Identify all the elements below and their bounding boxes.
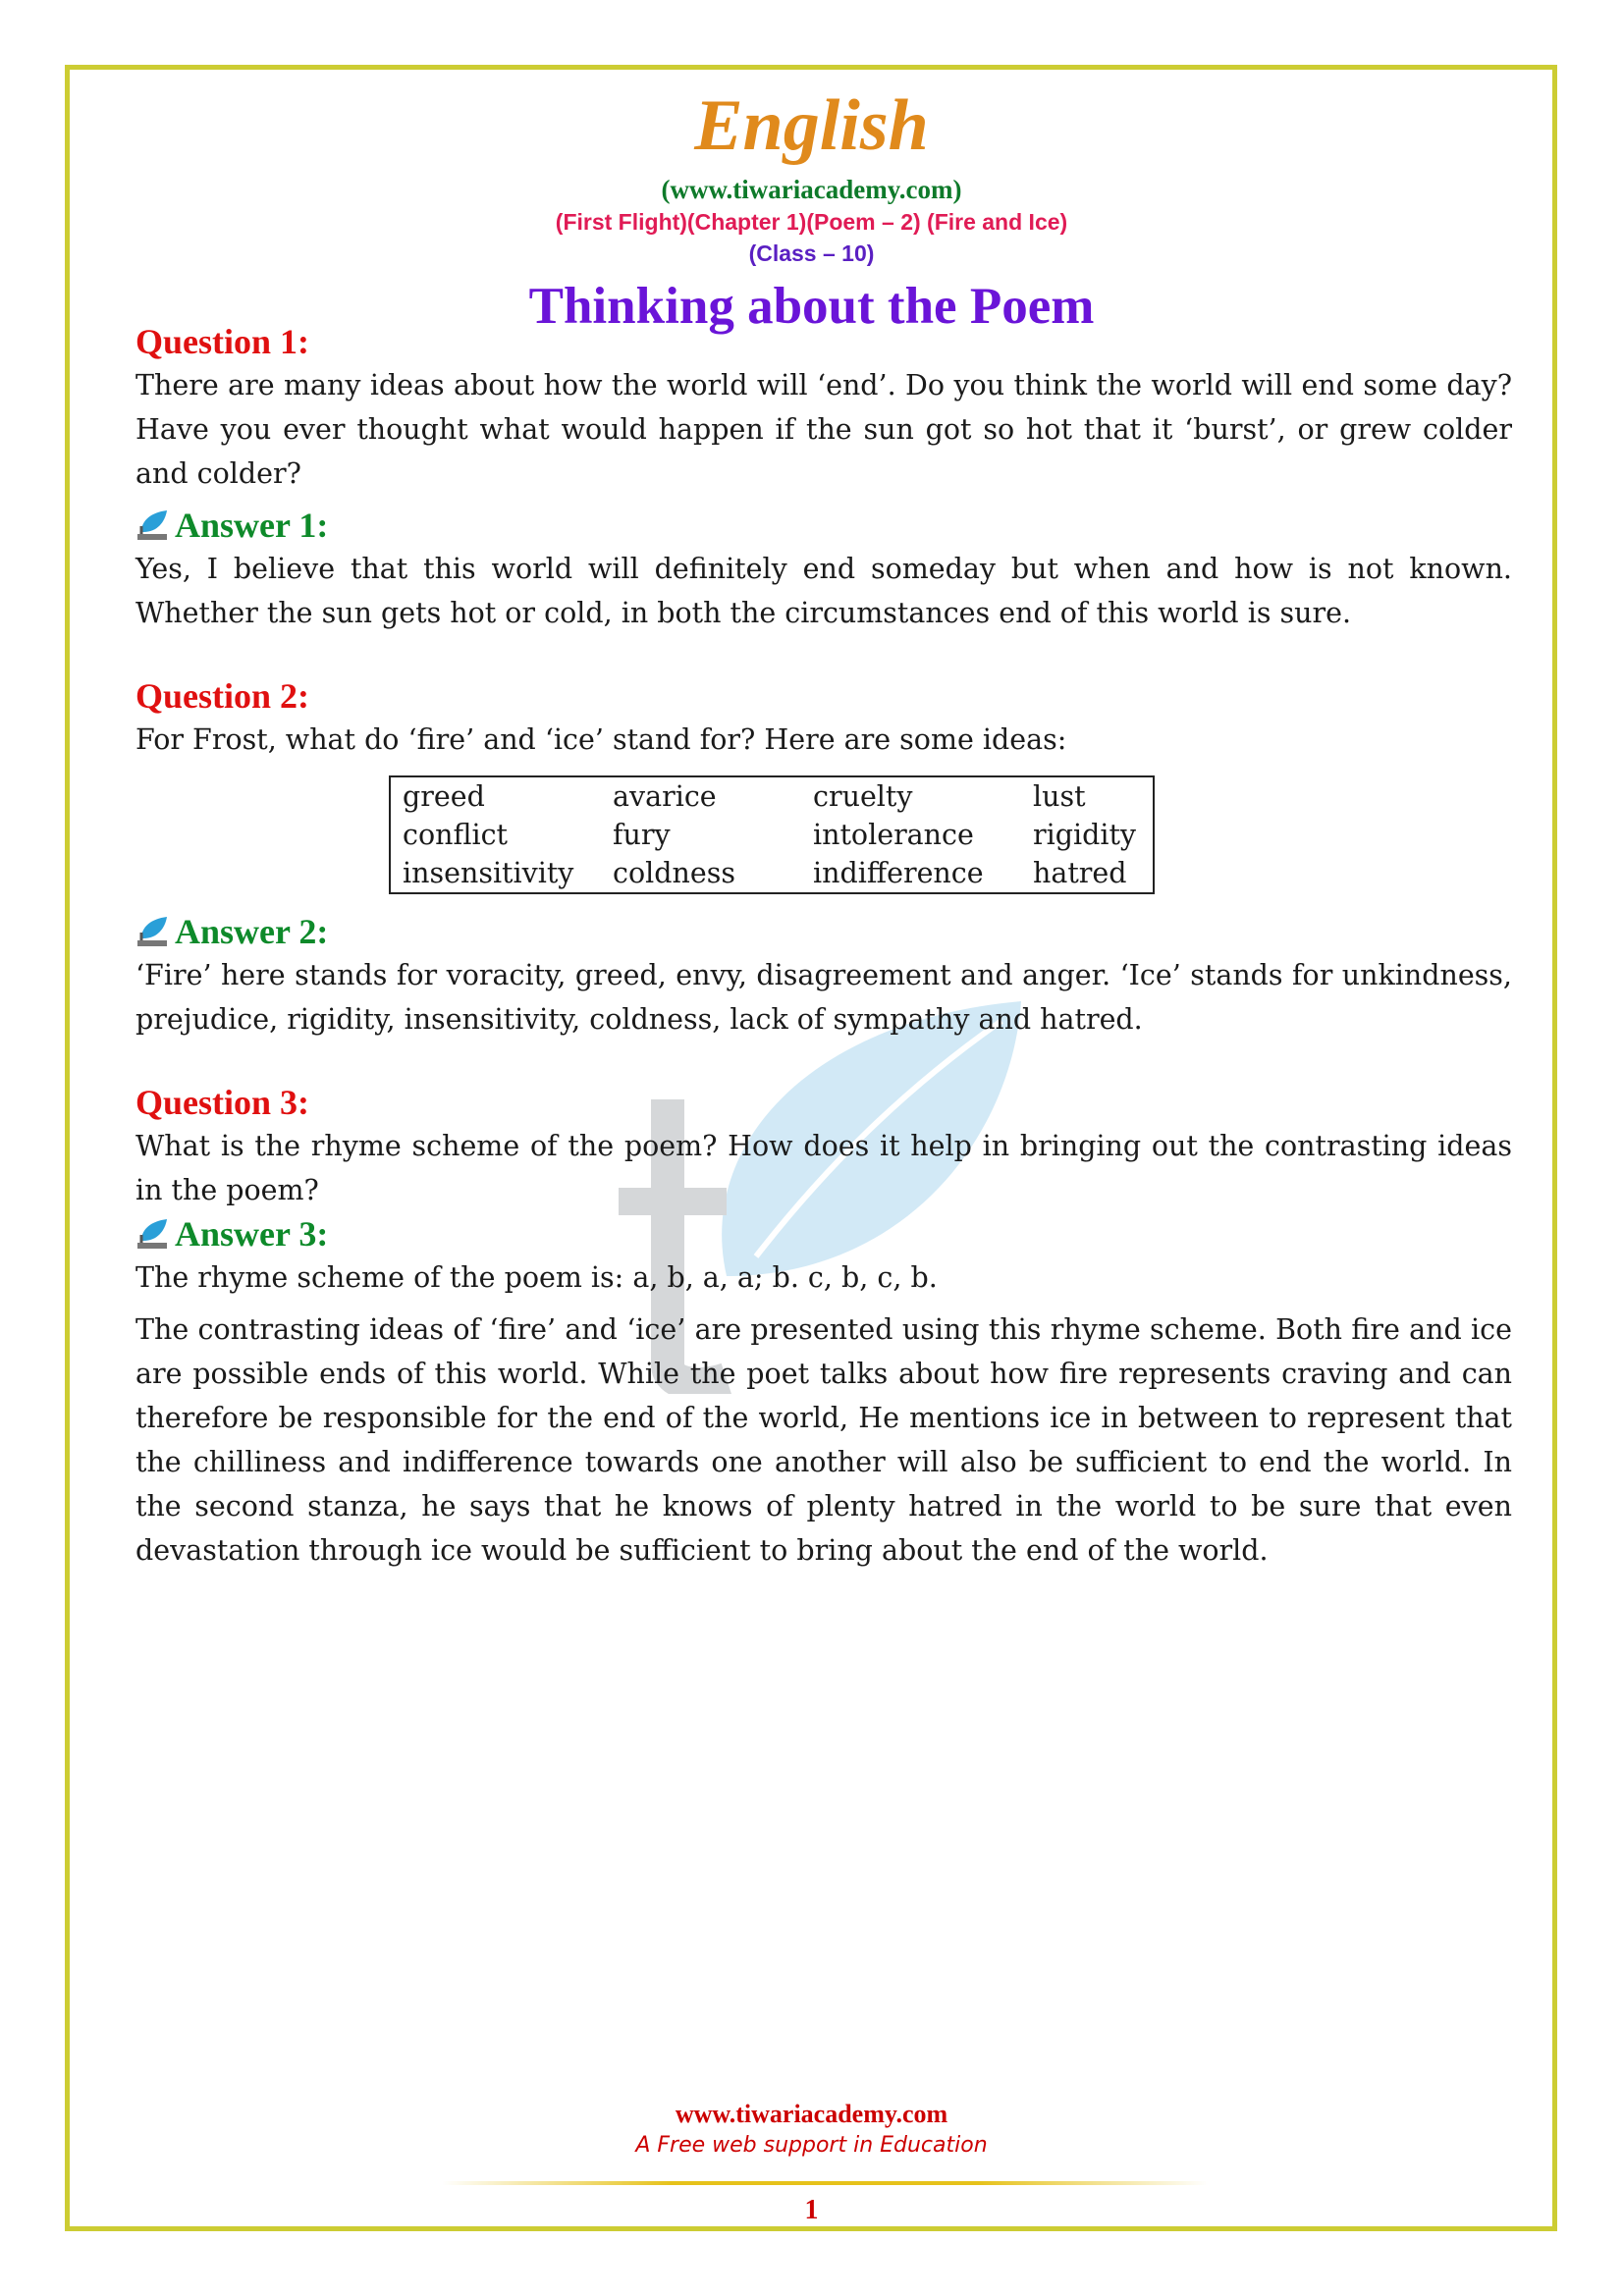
- table-row: [390, 776, 1154, 816]
- class-info: (Class – 10): [748, 240, 875, 266]
- book-info: (First Flight)(Chapter 1)(Poem – 2) (Fire and Ice): [555, 209, 1068, 235]
- page-footer: [0, 2098, 1623, 2161]
- footer-website-link[interactable]: www.tiwariacademy.com: [675, 2100, 948, 2128]
- question-3-text: What is the rhyme scheme of the poem? How does it help in bringing out the contrasting ideas in the poem?: [135, 1130, 1512, 1206]
- table-cell: greed: [403, 780, 485, 813]
- question-1-label: Question 1:: [135, 322, 310, 361]
- tiwari-logo-icon: [135, 1217, 169, 1251]
- footer-tagline: A Free web support in Education: [635, 2133, 988, 2158]
- question-1-text: There are many ideas about how the world will ‘end’. Do you think the world will end some day? Have you ever thought what would happen if the sun got so hot that it ‘burst’, or grew colder and colder?: [135, 369, 1512, 490]
- table-cell: lust: [1033, 780, 1086, 813]
- table-row: [390, 816, 1154, 854]
- question-2-label: Question 2:: [135, 676, 310, 716]
- section-heading: Thinking about the Poem: [528, 278, 1095, 335]
- page-number: 1: [804, 2195, 819, 2225]
- answer-2-heading: [135, 910, 1512, 953]
- table-cell: rigidity: [1033, 819, 1137, 851]
- page-header: [0, 82, 1623, 338]
- table-cell: cruelty: [813, 780, 913, 813]
- answer-1-heading: [135, 504, 1512, 547]
- subject-title: English: [694, 85, 929, 166]
- question-3-label: Question 3:: [135, 1083, 310, 1122]
- answer-3-text-1: The rhyme scheme of the poem is: a, b, a, a; b. c, b, c, b.: [135, 1261, 938, 1294]
- answer-2-label: Answer 2:: [175, 912, 329, 951]
- table-cell: coldness: [613, 857, 735, 889]
- answer-3-text-2: The contrasting ideas of ‘fire’ and ‘ice’ are presented using this rhyme scheme. Both fire and ice are possible ends of this world. While the poet talks about how fire represents craving and can therefore be responsible for the end of the world, He mentions ice in between to represent that the chilliness and indifference towards one another will also be sufficient to end the world. In the second stanza, he says that he knows of plenty hatred in the world to be sure that even devastation through ice would be sufficient to bring about the end of the world.: [135, 1313, 1512, 1567]
- ideas-table: [389, 775, 1155, 894]
- table-cell: fury: [613, 819, 671, 851]
- answer-2-text: ‘Fire’ here stands for voracity, greed, envy, disagreement and anger. ‘Ice’ stands for unkindness, prejudice, rigidity, insensitivity, coldness, lack of sympathy and hatred.: [135, 959, 1512, 1036]
- table-cell: avarice: [613, 780, 717, 813]
- table-row: [390, 854, 1154, 893]
- answer-1-text: Yes, I believe that this world will definitely end someday but when and how is not known. Whether the sun gets hot or cold, in both the circumstances end of this world is sure.: [135, 553, 1512, 629]
- table-cell: intolerance: [813, 819, 974, 851]
- question-2-text: For Frost, what do ‘fire’ and ‘ice’ stand for? Here are some ideas:: [135, 723, 1067, 756]
- table-cell: indifference: [813, 857, 984, 889]
- website-link[interactable]: (www.tiwariacademy.com): [661, 175, 962, 204]
- table-cell: insensitivity: [403, 857, 574, 889]
- answer-3-label: Answer 3:: [175, 1214, 329, 1254]
- footer-divider: [442, 2181, 1208, 2185]
- qa-content: [135, 320, 1512, 1573]
- answer-3-heading: [135, 1212, 1512, 1255]
- table-cell: hatred: [1033, 857, 1127, 889]
- tiwari-logo-icon: [135, 915, 169, 948]
- answer-1-label: Answer 1:: [175, 506, 329, 545]
- tiwari-logo-icon: [135, 508, 169, 542]
- table-cell: conflict: [403, 819, 509, 851]
